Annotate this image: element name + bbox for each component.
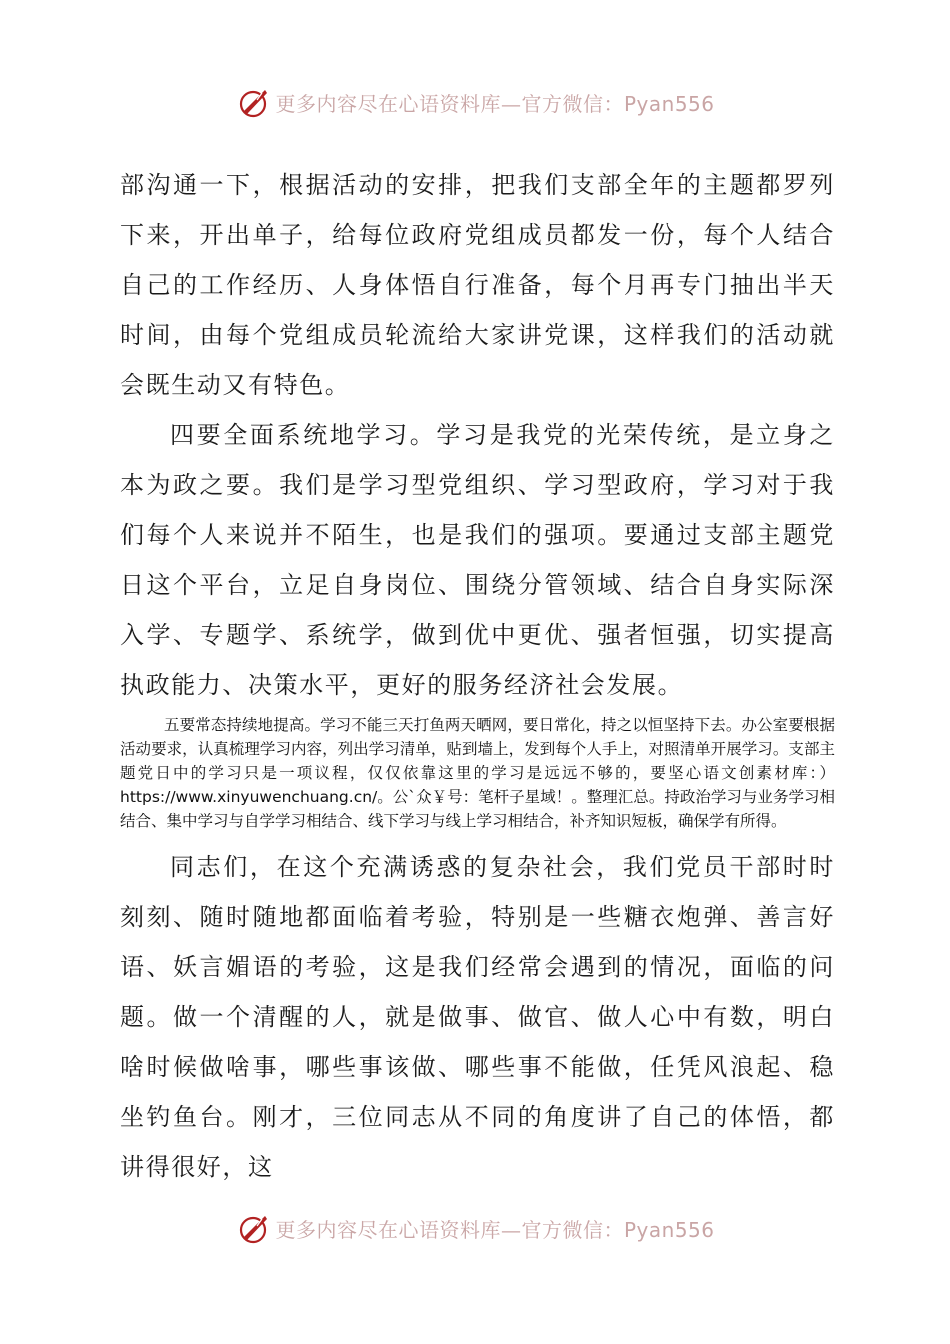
- footer-banner-text: [275, 1214, 714, 1243]
- paragraph-1: 部沟通一下，根据活动的安排，把我们支部全年的主题都罗列下来，开出单子，给每位政府党组成员都发一份，每个人结合自己的工作经历、人身体悟自行准备，每个月再专门抽出半天时间，由每个党组成员轮流给大家讲党课，这样我们的活动就会既生动又有特色。: [120, 171, 835, 399]
- header-banner-main: 更多内容尽在心语资料库—: [275, 91, 522, 116]
- quill-pen-logo-icon: [235, 1210, 271, 1246]
- header-banner-wechat-id: Pyan556: [623, 91, 715, 116]
- paragraph-4: 同志们，在这个充满诱惑的复杂社会，我们党员干部时时刻刻、随时随地都面临着考验，特别是一些糖衣炮弹、善言好语、妖言媚语的考验，这是我们经常会遇到的情况，面临的问题。做一个清醒的人，就是做事、做官、做人心中有数，明白啥时候做啥事，哪些事该做、哪些事不能做，任凭风浪起、稳坐钓鱼台。刚才，三位同志从不同的角度讲了自己的体悟，都讲得很好，这: [120, 853, 835, 1181]
- paragraph-3: 五要常态持续地提高。学习不能三天打鱼两天晒网，要日常化，持之以恒坚持下去。办公室要根据活动要求，认真梳理学习内容，列出学习清单，贴到墙上，发到每个人手上，对照清单开展学习。支部主题党日中的学习只是一项议程，仅仅依靠这里的学习是远远不够的，要坚心语文创素材库：）https://www.xinyuwenchuang.cn/。公`众￥号：笔杆子星域！。整理汇总。持政治学习与业务学习相结合、集中学习与自学学习相结合、线下学习与线上学习相结合，补齐知识短板，确保学有所得。: [120, 716, 835, 830]
- footer-banner-main: 更多内容尽在心语资料库—: [275, 1217, 522, 1242]
- paragraph-2: 四要全面系统地学习。学习是我党的光荣传统，是立身之本为政之要。我们是学习型党组织、学习型政府，学习对于我们每个人来说并不陌生，也是我们的强项。要通过支部主题党日这个平台，立足自身岗位、围绕分管领域、结合自身实际深入学、专题学、系统学，做到优中更优、强者恒强，切实提高执政能力、决策水平，更好的服务经济社会发展。: [120, 421, 835, 699]
- header-banner-text: [275, 88, 714, 117]
- footer-banner-wechat-label: 官方微信：: [521, 1217, 624, 1242]
- footer-banner-wechat-id: Pyan556: [623, 1217, 715, 1242]
- document-body: [120, 160, 835, 1192]
- quill-pen-logo-icon: [235, 84, 271, 120]
- header-banner-wechat-label: 官方微信：: [521, 91, 624, 116]
- header-banner: [0, 82, 950, 122]
- footer-banner: [0, 1208, 950, 1248]
